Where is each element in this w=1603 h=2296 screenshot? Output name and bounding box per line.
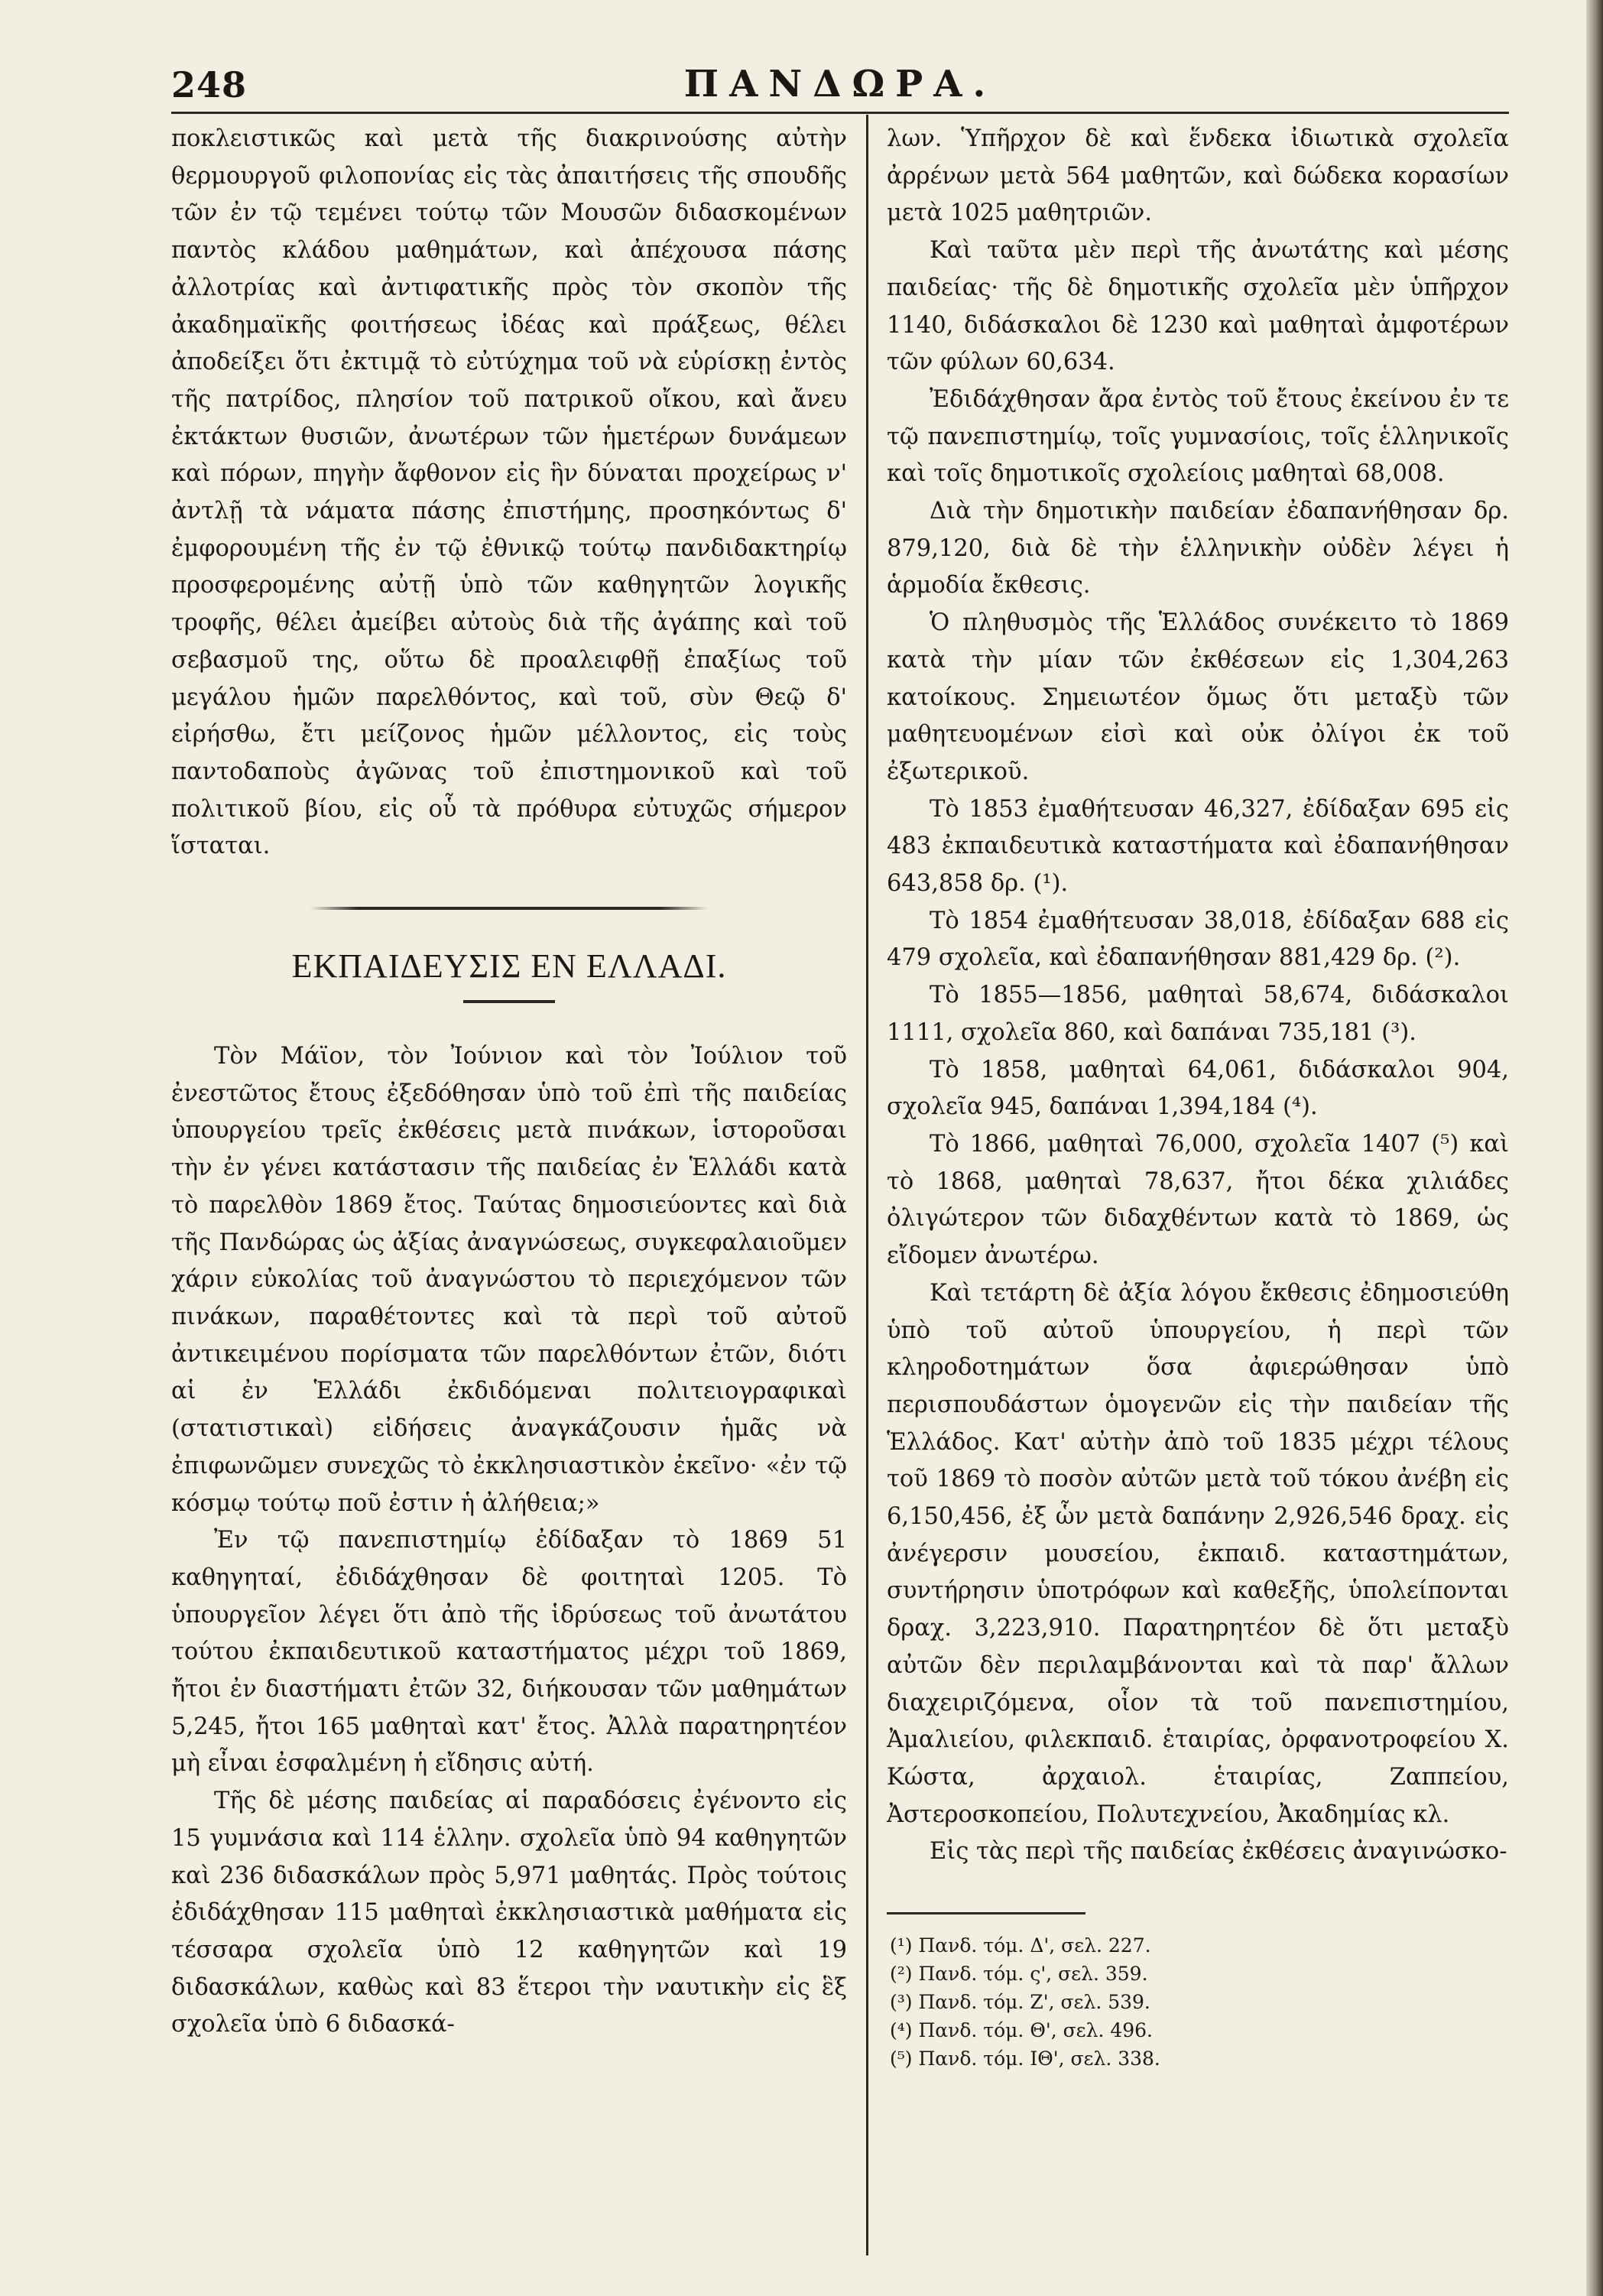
- section-title: ΕΚΠΑΙΔΕΥΣΙΣ ΕΝ ΕΛΛΑΔΙ.: [291, 947, 727, 986]
- body-paragraph: Τῆς δὲ μέσης παιδείας αἱ παραδόσεις ἐγένοντο εἰς 15 γυμνάσια καὶ 114 ἑλλην. σχολεῖα ὑπὸ 94 καθηγητῶν καὶ 236 διδασκάλων πρὸς 5,971 μαθητάς. Πρὸς τούτοις ἐδιδάχθησαν 115 μαθηταὶ ἐκκλησιαστικὰ μαθήματα εἰς τέσσαρα σχολεῖα ὑπὸ 12 καθηγητῶν καὶ 19 διδασκάλων, καθὼς καὶ 83 ἕτεροι τὴν ναυτικὴν εἰς ἓξ σχολεῖα ὑπὸ 6 διδασκά-: [171, 1788, 847, 2038]
- body-paragraph: Διὰ τὴν δημοτικὴν παιδείαν ἐδαπανήθησαν δρ. 879,120, διὰ δὲ τὴν ἑλληνικὴν οὐδὲν λέγει ἡ ἁρμοδία ἔκθεσις.: [887, 498, 1509, 599]
- footnote: (¹) Πανδ. τόμ. Δ', σελ. 227.: [890, 1934, 1151, 1957]
- body-paragraph: Καὶ τετάρτη δὲ ἀξία λόγου ἔκθεσις ἐδημοσιεύθη ὑπὸ τοῦ αὐτοῦ ὑπουργείου, ἡ περὶ τῶν κληροδοτημάτων ὅσα ἀφιερώθησαν ὑπὸ περισπουδάστων ὁμογενῶν εἰς τὴν παιδείαν τῆς Ἑλλάδος. Κατ' αὐτὴν ἀπὸ τοῦ 1835 μέχρι τέλους τοῦ 1869 τὸ ποσὸν αὐτῶν μετὰ τοῦ τόκου ἀνέβη εἰς 6,150,456, ἐξ ὧν μετὰ δαπάνην 2,926,546 δραχ. εἰς ἀνέγερσιν μουσείου, ἐκπαιδ. καταστημάτων, συντήρησιν ὑποτρόφων καὶ καθεξῆς, ὑπολείπονται δραχ. 3,223,910. Παρατηρητέον δὲ ὅτι μεταξὺ αὐτῶν δὲν περιλαμβάνονται καὶ τὰ παρ' ἄλλων διαχειριζόμενα, οἷον τὰ τοῦ πανεπιστημίου, Ἀμαλιείου, φιλεκπαιδ. ἑταιρίας, ὀρφανοτροφείου Χ. Κώστα, ἀρχαιολ. ἑταιρίας, Ζαππείου, Ἀστεροσκοπείου, Πολυτεχνείου, Ἀκαδημίας κλ.: [887, 1279, 1509, 1828]
- body-paragraph: Εἰς τὰς περὶ τῆς παιδείας ἐκθέσεις ἀναγινώσκο-: [930, 1838, 1507, 1866]
- body-paragraph: Τὸν Μάϊον, τὸν Ἰούνιον καὶ τὸν Ἰούλιον τοῦ ἐνεστῶτος ἔτους ἐξεδόθησαν ὑπὸ τοῦ ἐπὶ τῆς παιδείας ὑπουργείου τρεῖς ἐκθέσεις μετὰ πινάκων, ἱστοροῦσαι τὴν ἐν γένει κατάστασιν τῆς παιδείας ἐν Ἑλλάδι κατὰ τὸ παρελθὸν 1869 ἔτος. Ταύτας δημοσιεύοντες καὶ διὰ τῆς Πανδώρας ὡς ἀξίας ἀναγνώσεως, συγκεφαλαιοῦμεν χάριν εὐκολίας τοῦ ἀναγνώστου τὸ περιεχόμενον τῶν πινάκων, παραθέτοντες καὶ τὰ περὶ τοῦ αὐτοῦ ἀντικειμένου πορίσματα τῶν παρελθόντων ἐτῶν, διότι αἱ ἐν Ἑλλάδι ἐκδιδόμεναι πολιτειογραφικαὶ (στατιστικαὶ) εἰδήσεις ἀναγκάζουσιν ἡμᾶς νὰ ἐπιφωνῶμεν συνεχῶς τὸ ἐκκλησιαστικὸν ἐκεῖνο· «ἐν τῷ κόσμῳ τούτῳ ποῦ ἐστιν ἡ ἀλήθεια;»: [171, 1043, 847, 1517]
- footnote: (⁴) Πανδ. τόμ. Θ', σελ. 496.: [890, 2019, 1154, 2042]
- body-paragraph: Τὸ 1866, μαθηταὶ 76,000, σχολεῖα 1407 (⁵) καὶ τὸ 1868, μαθηταὶ 78,637, ἤτοι δέκα χιλιάδες ὀλιγώτερον τῶν διδαχθέντων κατὰ τὸ 1869, ὡς εἴδομεν ἀνωτέρω.: [887, 1130, 1509, 1270]
- intro-paragraph: ποκλειστικῶς καὶ μετὰ τῆς διακρινούσης αὐτὴν θερμουργοῦ φιλοπονίας εἰς τὰς ἀπαιτήσεις τῆς σπουδῆς τῶν ἐν τῷ τεμένει τούτῳ τῶν Μουσῶν διδασκομένων παντὸς κλάδου μαθημάτων, καὶ ἀπέχουσα πάσης ἀλλοτρίας καὶ ἀντιφατικῆς πρὸς τὸν σκοπὸν τῆς ἀκαδημαϊκῆς φοιτήσεως ἰδέας καὶ πράξεως, θέλει ἀποδείξει ὅτι ἐκτιμᾷ τὸ εὐτύχημα τοῦ νὰ εὑρίσκῃ ἐντὸς τῆς πατρίδος, πλησίον τοῦ πατρικοῦ οἴκου, καὶ ἄνευ ἐκτάκτων θυσιῶν, ἀνωτέρων τῶν ἡμετέρων δυνάμεων καὶ πόρων, πηγὴν ἄφθονον εἰς ἣν δύναται προχείρως ν' ἀντλῇ τὰ νάματα πάσης ἐπιστήμης, προσηκόντως δ' ἐμφορουμένη τῆς ἐν τῷ ἐθνικῷ τούτῳ πανδιδακτηρίῳ προσφερομένης αὐτῇ ὑπὸ τῶν καθηγητῶν λογικῆς τροφῆς, θέλει ἀμείβει αὐτοὺς διὰ τῆς ἀγάπης καὶ τοῦ σεβασμοῦ της, οὕτω δὲ προαλειφθῇ ἐπαξίως τοῦ μεγάλου ἡμῶν παρελθόντος, καὶ τοῦ, σὺν Θεῷ δ' εἰρήσθω, ἔτι μείζονος ἡμῶν μέλλοντος, εἰς τοὺς παντοδαποὺς ἀγῶνας τοῦ ἐπιστημονικοῦ καὶ τοῦ πολιτικοῦ βίου, εἰς οὗ τὰ πρόθυρα εὐτυχῶς σήμερον ἵσταται.: [171, 125, 847, 860]
- footnote: (³) Πανδ. τόμ. Ζ', σελ. 539.: [890, 1991, 1150, 2014]
- body-paragraph: Καὶ ταῦτα μὲν περὶ τῆς ἀνωτάτης καὶ μέσης παιδείας· τῆς δὲ δημοτικῆς σχολεῖα μὲν ὑπῆρχον 1140, διδάσκαλοι δὲ 1230 καὶ μαθηταὶ ἀμφοτέρων τῶν φύλων 60,634.: [887, 237, 1509, 376]
- book-spine-shadow: [1586, 0, 1603, 2296]
- body-paragraph: Τὸ 1858, μαθηταὶ 64,061, διδάσκαλοι 904, σχολεῖα 945, δαπάναι 1,394,184 (⁴).: [887, 1056, 1509, 1121]
- body-paragraph: Τὸ 1855—1856, μαθηταὶ 58,674, διδάσκαλοι 1111, σχολεῖα 860, καὶ δαπάναι 735,181 (³).: [887, 982, 1509, 1046]
- body-paragraph: Τὸ 1853 ἐμαθήτευσαν 46,327, ἐδίδαξαν 695 εἰς 483 ἐκπαιδευτικὰ καταστήματα καὶ ἐδαπανήθησαν 643,858 δρ. (¹).: [887, 795, 1509, 898]
- running-title: ΠΑΝΔΩΡΑ.: [683, 63, 997, 106]
- column-divider: [866, 115, 868, 2255]
- body-paragraph: Ἐδιδάχθησαν ἄρα ἐντὸς τοῦ ἔτους ἐκείνου ἐν τε τῷ πανεπιστημίῳ, τοῖς γυμνασίοις, τοῖς ἑλληνικοῖς καὶ τοῖς δημοτικοῖς σχολείοις μαθηταὶ 68,008.: [887, 385, 1509, 488]
- left-column: [171, 121, 847, 2044]
- body-paragraph: Ὁ πληθυσμὸς τῆς Ἑλλάδος συνέκειτο τὸ 1869 κατὰ τὴν μίαν τῶν ἐκθέσεων εἰς 1,304,263 κατοίκους. Σημειωτέον ὅμως ὅτι μεταξὺ τῶν μαθητευομένων εἰσὶ καὶ οὐκ ὀλίγοι ἐκ τοῦ ἐξωτερικοῦ.: [887, 609, 1509, 785]
- footnotes: [887, 1931, 1509, 2073]
- section-separator-rule: [310, 907, 708, 910]
- title-ornament: [463, 1000, 555, 1003]
- footnote: (⁵) Πανδ. τόμ. ΙΘ', σελ. 338.: [890, 2048, 1160, 2070]
- body-paragraph: Τὸ 1854 ἐμαθήτευσαν 38,018, ἐδίδαξαν 688 εἰς 479 σχολεῖα, καὶ ἐδαπανήθησαν 881,429 δρ. (²).: [887, 907, 1509, 972]
- footnote: (²) Πανδ. τόμ. ς', σελ. 359.: [890, 1963, 1148, 1986]
- footnote-rule: [887, 1912, 1085, 1914]
- page-header: [171, 57, 1509, 110]
- header-rule: [171, 112, 1509, 114]
- right-column: [887, 121, 1509, 2073]
- body-paragraph: Ἐν τῷ πανεπιστημίῳ ἐδίδαξαν τὸ 1869 51 καθηγηταί, ἐδιδάχθησαν δὲ φοιτηταὶ 1205. Τὸ ὑπουργεῖον λέγει ὅτι ἀπὸ τῆς ἱδρύσεως τοῦ ἀνωτάτου τούτου ἐκπαιδευτικοῦ καταστήματος μέχρι τοῦ 1869, ἤτοι ἐν διαστήματι ἐτῶν 32, διήκουσαν τῶν μαθημάτων 5,245, ἤτοι 165 μαθηταὶ κατ' ἔτος. Ἀλλὰ παρατηρητέον μὴ εἶναι ἐσφαλμένη ἡ εἴδησις αὐτή.: [171, 1527, 847, 1778]
- page-number: 248: [171, 64, 248, 106]
- body-paragraph: λων. Ὑπῆρχον δὲ καὶ ἕνδεκα ἰδιωτικὰ σχολεῖα ἀρρένων μετὰ 564 μαθητῶν, καὶ δώδεκα κορασίων μετὰ 1025 μαθητριῶν.: [887, 125, 1509, 227]
